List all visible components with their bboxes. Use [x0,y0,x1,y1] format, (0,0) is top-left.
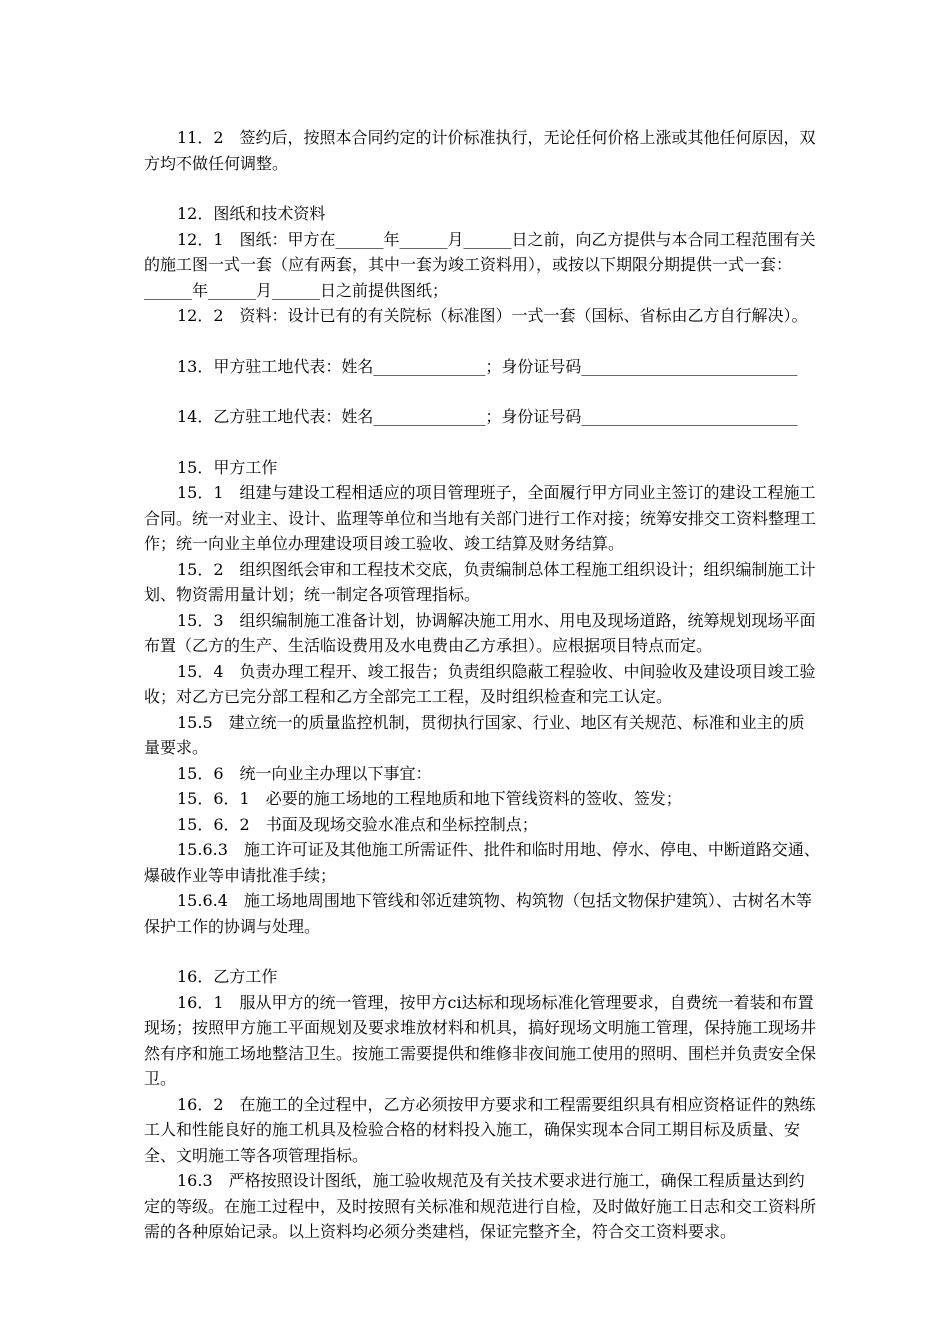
clause-16-2: 16．2 在施工的全过程中，乙方必须按甲方要求和工程需要组织具有相应资格证件的熟练工人和性能良好的施工机具及检验合格的材料投入施工，确保实现本合同工期目标及质量、安全、文明施工等各项管理指标。 [144,1094,816,1165]
paragraph-gap [144,329,820,354]
section-12-heading: 12．图纸和技术资料 [177,204,326,223]
clause-15-6: 15．6 统一向业主办理以下事宜： [177,763,432,783]
paragraph-gap [144,939,820,964]
clause-15-5: 15.5 建立统一的质量监控机制，贯彻执行国家、行业、地区有关规范、标准和业主的质量要求。 [144,712,805,757]
clause-15-6-2: 15．6．2 书面及现场交验水准点和坐标控制点； [177,814,538,834]
clause-15-6-3: 15.6.3 施工许可证及其他施工所需证件、批件和临时用地、停水、停电、中断道路交通、爆破作业等申请批准手续； [144,840,820,885]
clause-15-4: 15．4 负责办理工程开、竣工报告；负责组织隐蔽工程验收、中间验收及建设项目竣工验收；对乙方已完分部工程和乙方全部完工工程，及时组织检查和完工认定。 [144,661,816,706]
clause-12-2: 12．2 资料：设计已有的有关院标（标准图）一式一套（国标、省标由乙方自行解决）。 [177,306,808,325]
clause-15-6-1: 15．6．1 必要的施工场地的工程地质和地下管线资料的签收、签发； [177,789,682,808]
contract-page [144,125,820,1245]
section-13-party-a-rep: 13．甲方驻工地代表：姓名______________；身份证号码___________________________ [177,356,798,376]
section-14-party-b-rep: 14．乙方驻工地代表：姓名______________；身份证号码___________________________ [177,407,798,426]
paragraph-gap [144,379,820,404]
clause-16-3: 16.3 严格按照设计图纸，施工验收规范及有关技术要求进行施工，确保工程质量达到约定的等级。在施工过程中，及时按照有关标准和规范进行自检，及时做好施工日志和交工资料所需的各种原始记录。以上资料均必须分类建档，保证完整齐全，符合交工资料要求。 [144,1171,817,1241]
paragraph-gap [144,430,820,455]
clause-15-3: 15．3 组织编制施工准备计划，协调解决施工用水、用电及现场道路，统筹规划现场平面布置（乙方的生产、生活临设费用及水电费由乙方承担）。应根据项目特点而定。 [144,610,816,655]
clause-15-6-4: 15.6.4 施工场地周围地下管线和邻近建筑物、构筑物（包括文物保护建筑）、古树名木等保护工作的协调与处理。 [144,891,812,936]
clause-15-2: 15．2 组织图纸会审和工程技术交底，负责编制总体工程施工组织设计；组织编制施工计划、物资需用量计划；统一制定各项管理指标。 [144,559,816,604]
clause-11-2: 11．2 签约后，按照本合同约定的计价标准执行，无论任何价格上涨或其他任何原因，双方均不做任何调整。 [144,128,816,173]
section-16-heading: 16．乙方工作 [177,967,278,986]
clause-16-1: 16．1 服从甲方的统一管理，按甲方ci达标和现场标准化管理要求，自费统一着装和布置现场；按照甲方施工平面规划及要求堆放材料和机具，搞好现场文明施工管理，保持施工现场井然有序和施工场地整洁卫生。按施工需要提供和维修非夜间施工使用的照明、围栏并负责安全保卫。 [144,992,817,1088]
section-15-heading: 15．甲方工作 [177,457,278,477]
clause-15-1: 15．1 组建与建设工程相适应的项目管理班子，全面履行甲方同业主签订的建设工程施工合同。统一对业主、设计、监理等单位和当地有关部门进行工作对接；统筹安排交工资料整理工作；统一向业主单位办理建设项目竣工验收、竣工结算及财务结算。 [144,483,817,553]
paragraph-gap [144,176,820,201]
clause-12-1: 12．1 图纸：甲方在______年______月______日之前，向乙方提供与本合同工程范围有关的施工图一式一套（应有两套，其中一套为竣工资料用），或按以下期限分期提供一式一套：______年______月______日之前提供图纸； [144,229,816,300]
